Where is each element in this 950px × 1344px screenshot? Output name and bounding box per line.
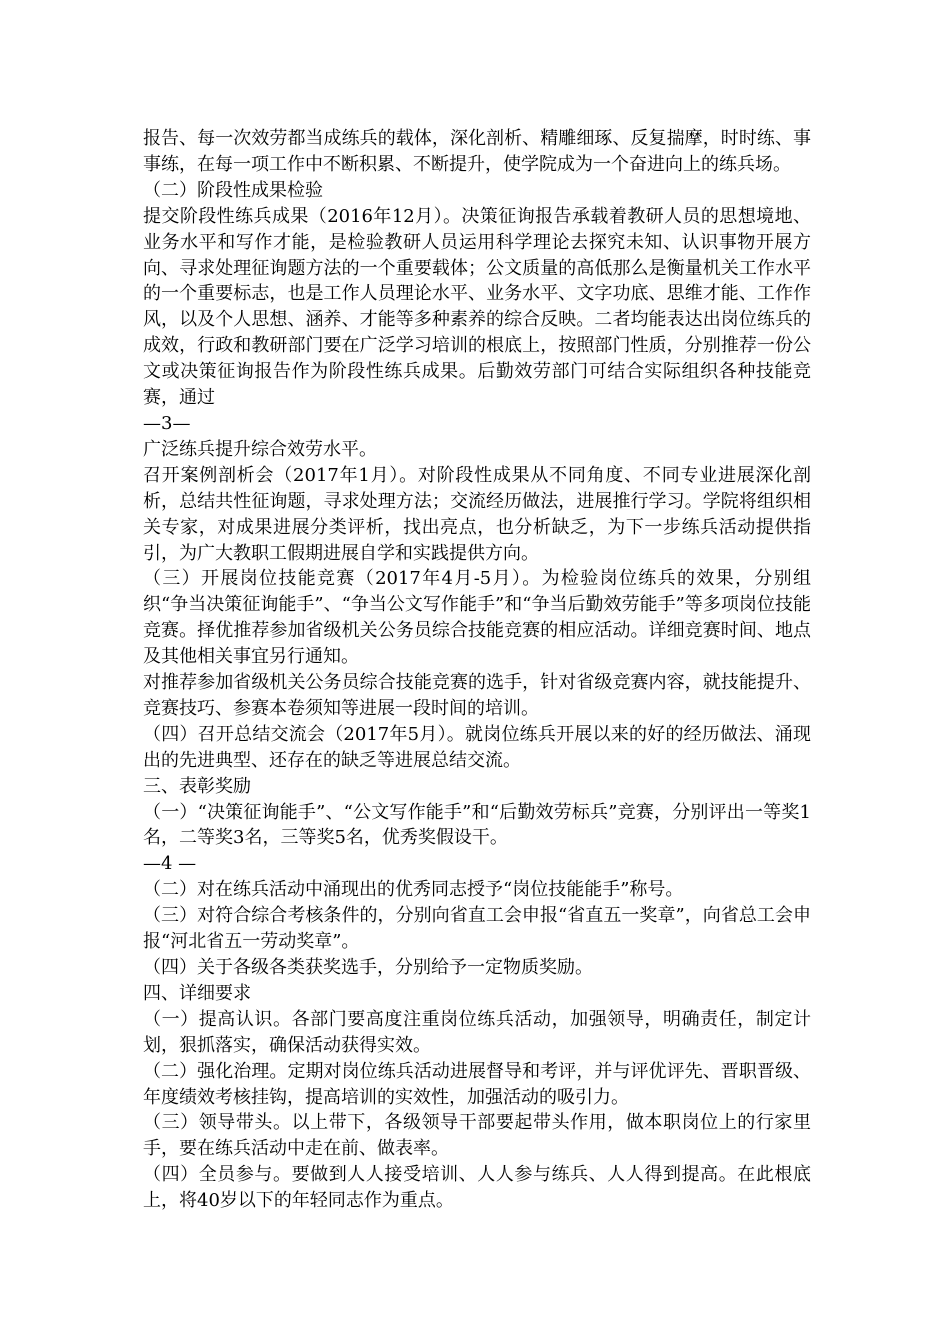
document-body [143, 126, 811, 1214]
section-heading: （二）阶段性成果检验 [143, 179, 323, 201]
paragraph: （四）召开总结交流会（2017年5月）。就岗位练兵开展以来的好的经历做法、涌现出的先进典型、还存在的缺乏等进展总结交流。 [143, 723, 811, 771]
paragraph: （四）全员参与。要做到人人接受培训、人人参与练兵、人人得到提高。在此根底上，将40岁以下的年轻同志作为重点。 [143, 1164, 811, 1212]
paragraph: 召开案例剖析会（2017年1月）。对阶段性成果从不同角度、不同专业进展深化剖析，总结共性征询题，寻求处理方法；交流经历做法，进展推行学习。学院将组织相关专家，对成果进展分类评析，找出亮点，也分析缺乏，为下一步练兵活动提供指引，为广大教职工假期进展自学和实践提供方向。 [143, 464, 811, 564]
page-number: —3— [143, 412, 191, 434]
paragraph: （二）对在练兵活动中涌现出的优秀同志授予“岗位技能能手”称号。 [143, 879, 684, 901]
section-heading: 三、表彰奖励 [143, 775, 251, 797]
section-heading: 四、详细要求 [143, 982, 251, 1004]
paragraph: 对推荐参加省级机关公务员综合技能竞赛的选手，针对省级竞赛内容，就技能提升、竞赛技巧、参赛本卷须知等进展一段时间的培训。 [143, 672, 811, 719]
paragraph: （四）关于各级各类获奖选手，分别给予一定物质奖励。 [143, 957, 593, 978]
paragraph: （一）“决策征询能手”、“公文写作能手”和“后勤效劳标兵”竞赛，分别评出一等奖1名，二等奖3名，三等奖5名，优秀奖假设干。 [143, 801, 811, 849]
paragraph: （三）对符合综合考核条件的，分别向省直工会申报“省直五一奖章”，向省总工会申报“河北省五一劳动奖章”。 [143, 905, 811, 953]
paragraph: 广泛练兵提升综合效劳水平。 [143, 438, 377, 460]
paragraph: （三）领导带头。以上带下，各级领导干部要起带头作用，做本职岗位上的行家里手，要在练兵活动中走在前、做表率。 [143, 1112, 811, 1160]
paragraph: （一）提高认识。各部门要高度注重岗位练兵活动，加强领导，明确责任，制定计划，狠抓落实，确保活动获得实效。 [143, 1008, 811, 1056]
paragraph: （二）强化治理。定期对岗位练兵活动进展督导和考评，并与评优评先、晋职晋级、年度绩效考核挂钩，提高培训的实效性，加强活动的吸引力。 [143, 1060, 811, 1108]
page-number: —4 — [143, 853, 197, 875]
paragraph: 报告、每一次效劳都当成练兵的载体，深化剖析、精雕细琢、反复揣摩，时时练、事事练，在每一项工作中不断积累、不断提升，使学院成为一个奋进向上的练兵场。 [143, 128, 811, 175]
paragraph: 提交阶段性练兵成果（2016年12月）。决策征询报告承载着教研人员的思想境地、业务水平和写作才能，是检验教研人员运用科学理论去探究未知、认识事物开展方向、寻求处理征询题方法的一个重要载体；公文质量的高低那么是衡量机关工作水平的一个重要标志，也是工作人员理论水平、业务水平、文字功底、思维才能、工作作风，以及个人思想、涵养、才能等多种素养的综合反映。二者均能表达出岗位练兵的成效，行政和教研部门要在广泛学习培训的根底上，按照部门性质，分别推荐一份公文或决策征询报告作为阶段性练兵成果。后勤效劳部门可结合实际组织各种技能竞赛，通过 [143, 205, 811, 409]
paragraph: （三）开展岗位技能竞赛（2017年4月-5月）。为检验岗位练兵的效果，分别组织“争当决策征询能手”、“争当公文写作能手”和“争当后勤效劳能手”等多项岗位技能竞赛。择优推荐参加省级机关公务员综合技能竞赛的相应活动。详细竞赛时间、地点及其他相关事宜另行通知。 [143, 568, 811, 668]
